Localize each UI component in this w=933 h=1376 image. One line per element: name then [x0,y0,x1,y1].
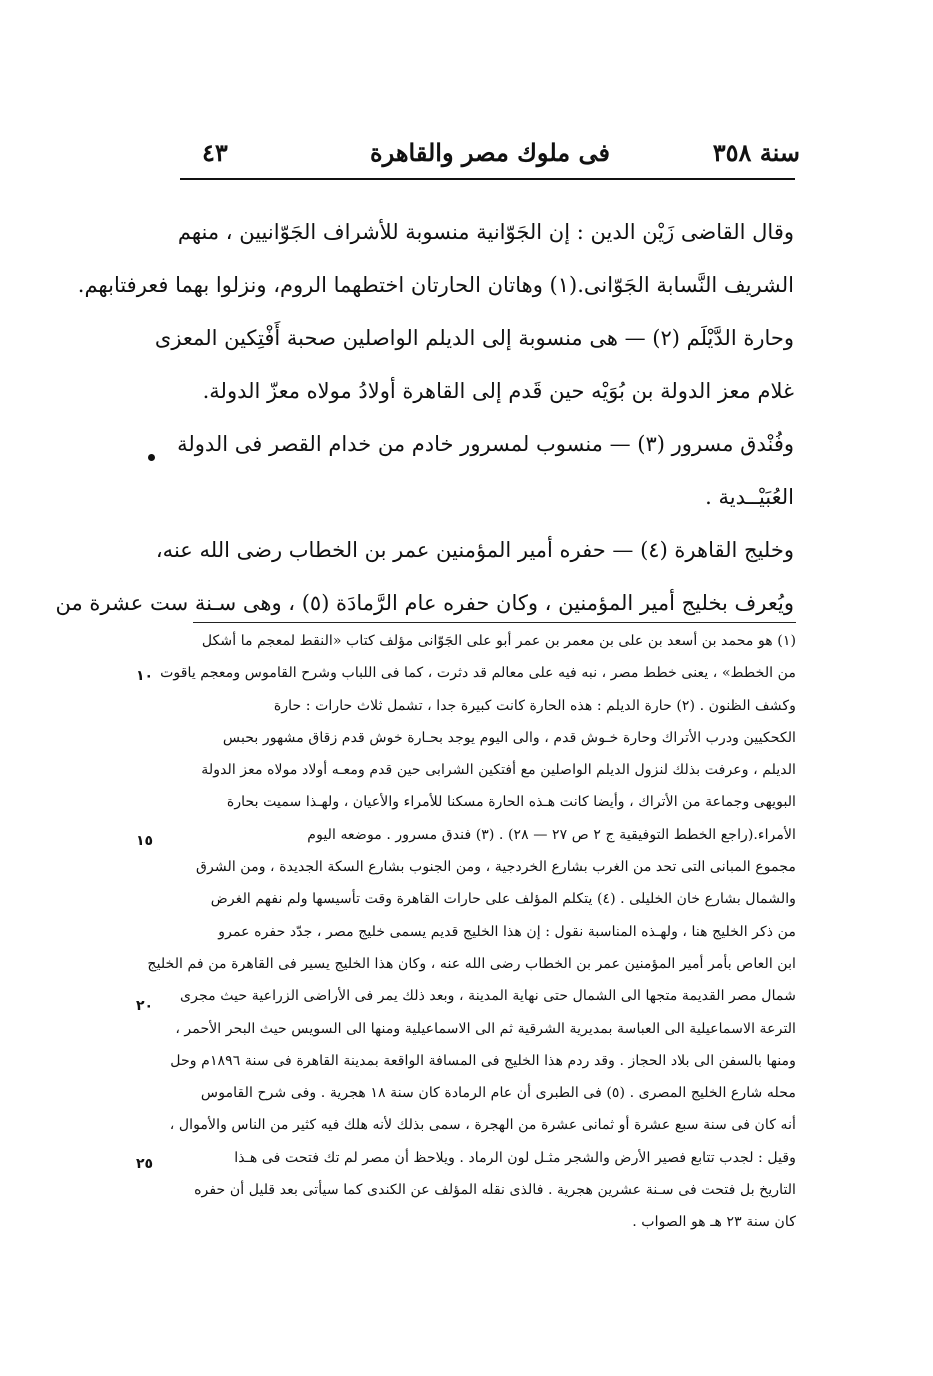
header-book-title: فى ملوك مصر والقاهرة [370,138,610,167]
footnote-line: شمال مصر القديمة متجها الى الشمال حتى نهاية المدينة ، وبعد ذلك يمر فى الأراضى الزراعية حيث مجرى [180,988,796,1005]
footnote-line: ومنها بالسفن الى بلاد الحجاز . وقد ردم هذا الخليج فى المسافة الواقعة بمدينة القاهرة فى سنة ١٨٩٦م وحل [170,1052,796,1069]
footnote-line: كان سنة ٢٣ هـ هو الصواب . [632,1214,796,1231]
main-line: وحارة الدَّيْلَم (٢) — هى منسوبة إلى الديلم الواصلين صحبة أَفْتِكين المعزى [154,326,794,350]
footnotes [147,625,796,1239]
footnote-line: وقيل : لجدب تتابع فصير الأرض والشجر مثـل لون الرماد . ويلاحظ أن مصر لم تك فتحت فى هـذا [234,1149,796,1166]
footnote-line: أنه كان فى سنة سبع عشرة أو ثمانى عشرة من الهجرة ، سمى بذلك لأنه هلك فيه كثير من الناس والأموال ، [169,1117,796,1134]
footnote-line: الكحكيين ودرب الأتراك وحارة خـوش قدم ، والى اليوم يوجد بحـارة خوش قدم زقاق مشهور بحبس [222,729,796,746]
main-line: وفُنْدق مسرور (٣) — منسوب لمسرور خادم من خدام القصر فى الدولة [177,432,794,456]
margin-bullet [148,454,155,461]
footnote-line: التاريخ بل فتحت فى سـنة عشرين هجرية . فالذى نقله المؤلف عن الكندى كما سيأتى بعد قليل أن حفره [194,1182,796,1199]
footnote-line: البويهى وجماعة من الأتراك ، وأيضا كانت هـذه الحارة مسكنا للأمراء والأعيان ، ولهـذا سميت بحارة [226,794,796,811]
footnote-line: (١) هو محمد بن أسعد بن على بن معمر بن عمر أبو على الجَوّانى مؤلف كتاب «النقط لمعجم ما أشكل [201,633,796,649]
footnote-line: الأمراء.(راجع الخطط التوفيقية ج ٢ ص ٢٧ — ٢٨) . (٣) فندق مسرور . موضعه اليوم [307,826,796,843]
main-text [55,206,794,630]
footnote-line: من الخطط» ، يعنى خطط مصر ، نبه فيه على معالم قد دثرت ، كما فى اللباب وشرح القاموس ومعجم ياقوت [160,665,796,682]
main-line: ويُعرف بخليج أمير المؤمنين ، وكان حفره عام الرَّمادَة (٥) ، وهى سـنة ست عشرة من [55,591,794,615]
footnote-line: من ذكر الخليج هنا ، ولهـذه المناسبة نقول : إن هذا الخليج قديم يسمى خليج مصر ، جدّد حفره عمرو [218,923,796,940]
header-year: سنة ٣٥٨ [712,138,800,167]
footnote-line: والشمال بشارع خان الخليلى . (٤) يتكلم المؤلف على حارات القاهرة وقت تأسيسها ولم نفهم الغرض [210,891,796,908]
main-line: الشريف النَّسابة الجَوّانى.(١) وهاتان الحارتان اختطهما الروم، ونزلوا بهما فعرفتابهم. [77,273,794,297]
footnote-line: وكشف الظنون . (٢) حارة الديلم : هذه الحارة كانت كبيرة جدا ، تشمل ثلاث حارات : حارة [273,697,796,714]
margin-line-number: ٢٥ [136,1156,154,1172]
margin-line-number: ١٥ [136,833,154,849]
footnote-line: محله شارع الخليج المصرى . (٥) فى الطبرى أن عام الرمادة كان سنة ١٨ هجرية . وفى شرح القاموس [200,1085,796,1102]
header-page-number: ٤٣ [202,138,228,167]
footnote-line: ابن العاص بأمر أمير المؤمنين عمر بن الخطاب رضى الله عنه ، وكان هذا الخليج يسير فى القاهرة من فم الخليج [147,955,796,972]
main-line: غلام معز الدولة بن بُوَيْه حين قَدم إلى القاهرة أولادُ مولاه معزّ الدولة. [202,379,794,403]
running-header [180,138,800,178]
margin-line-number: ١٠ [136,668,154,684]
footnote-separator [193,622,796,623]
main-line: العُبَيْــدية . [705,485,794,509]
header-rule [180,178,795,180]
footnote-line: الديلم ، وعرفت بذلك لنزول الديلم الواصلين مع أفتكين الشرابى حين قدم ومعـه أولاد مولاه معز الدولة [201,762,796,779]
footnote-line: الترعة الاسماعيلية الى العباسة بمديرية الشرقية ثم الى الاسماعيلية ومنها الى السويس حيث البحر الأحمر ، [175,1020,796,1037]
main-line: وقال القاضى زَيْن الدين : إن الجَوّانية منسوبة للأشراف الجَوّانيين ، منهم [177,220,794,244]
margin-line-number: ٢٠ [136,998,154,1014]
footnote-line: مجموع المبانى التى تحد من الغرب بشارع الخردجية ، ومن الجنوب بشارع السكة الجديدة ، ومن الشرق [196,859,796,876]
main-line: وخليج القاهرة (٤) — حفره أمير المؤمنين عمر بن الخطاب رضى الله عنه، [155,538,794,562]
